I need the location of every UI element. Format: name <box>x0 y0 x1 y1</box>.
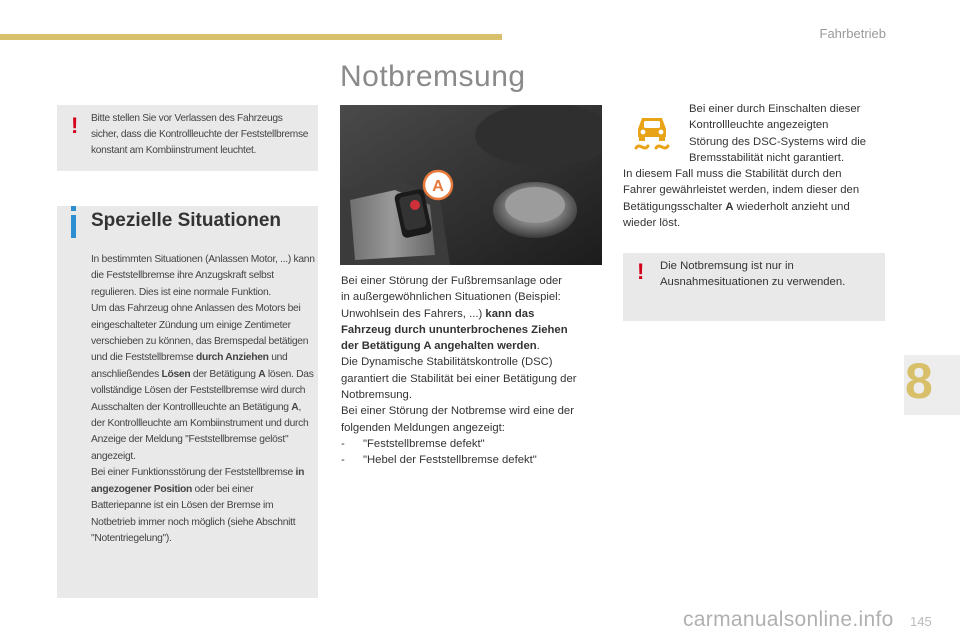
dash: - <box>341 437 345 450</box>
text: Um das Fahrzeug ohne Anlassen des Motors bei eingeschalteter Zündung um einige Zentimeter verschieben zu können, das Bremspedal betätigen und die Feststellbremse <box>91 303 309 364</box>
bold-text: durch Anziehen <box>195 352 269 364</box>
parking-brake-illustration <box>340 105 602 265</box>
text: Betätigungsschalter <box>623 200 726 213</box>
info-box-special-situations <box>57 206 318 598</box>
message-text: "Feststellbremse defekt" <box>363 437 485 450</box>
text-line: folgenden Meldungen angezeigt: <box>341 421 505 434</box>
page-number: 145 <box>910 614 932 629</box>
info-paragraph-1: In bestimmten Situationen (Anlassen Motor, ...) kann die Feststellbremse ihre Anzugskraft selbst regulieren. Dies ist eine normale Funktion. <box>91 254 315 298</box>
text: wiederholt anzieht und <box>733 200 850 213</box>
bold-text: Lösen <box>161 368 191 380</box>
bold-text: A <box>258 368 266 380</box>
text-line: Notbremsung. <box>341 389 412 402</box>
warning-text <box>660 258 880 291</box>
text-line: In diesem Fall muss die Stabilität durch den <box>623 168 842 181</box>
text: . <box>536 340 540 353</box>
message-item <box>341 436 606 452</box>
bold-text: der Betätigung A angehalten werden <box>341 340 537 353</box>
text-line: Bei einer Störung der Fußbremsanlage oder <box>341 275 563 287</box>
text: Unwohlsein des Fahrers, ...) <box>341 307 486 320</box>
message-item <box>341 452 606 468</box>
text: Bei einer Funktionsstörung der Feststellbremse <box>91 467 296 479</box>
text-line: Bremsstabilität nicht garantiert. <box>689 151 845 164</box>
warning-exclamation-icon: ! <box>71 113 79 138</box>
dash: - <box>341 454 345 467</box>
message-text: "Hebel der Feststellbremse defekt" <box>363 454 537 467</box>
bold-text-line: Fahrzeug durch ununterbrochenes Ziehen <box>341 323 568 336</box>
bold-text: A <box>725 200 734 213</box>
text-line: in außergewöhnlichen Situationen (Beispiel: <box>341 291 561 304</box>
chapter-title: Fahrbetrieb <box>819 26 886 41</box>
bold-text: in angezogener Position <box>91 467 305 495</box>
text-line <box>341 306 606 322</box>
text-line: Die Dynamische Stabilitätskontrolle (DSC) <box>341 356 553 369</box>
text-line: Störung des DSC-Systems wird die <box>689 135 867 148</box>
warning-line: konstant am Kombiinstrument leuchtet. <box>91 145 257 156</box>
callout-a-label: A <box>432 178 444 195</box>
text: , der Kontrollleuchte am Kombiinstrument und durch Anzeige der Meldung "Feststellbremse gelöst" angezeigt. <box>91 401 309 462</box>
text-line: Fahrer gewährleistet werden, indem dieser den <box>623 184 860 197</box>
info-body <box>91 252 316 547</box>
text: und anschließendes <box>91 352 288 380</box>
warning-text <box>91 111 313 159</box>
parking-brake-photo <box>340 105 602 265</box>
warning-line: sicher, dass die Kontrollleuchte der Feststellbremse <box>91 129 309 140</box>
text-line: Kontrollleuchte angezeigten <box>689 119 829 132</box>
info-icon <box>71 206 76 211</box>
text-line: wieder löst. <box>623 217 681 230</box>
text: oder bei einer Batteriepanne ist ein Lösen der Bremse im Notbetrieb immer noch möglich (siehe Abschnitt "Notentriegelung"). <box>91 483 296 544</box>
middle-column-text <box>341 273 606 469</box>
warning-box-emergency <box>623 253 885 321</box>
header-accent-bar <box>0 34 502 40</box>
bold-text: kann das <box>485 307 535 320</box>
bold-text: A <box>291 401 299 413</box>
text-line: garantiert die Stabilität bei einer Betätigung der <box>341 372 577 385</box>
warning-exclamation-icon: ! <box>637 259 645 284</box>
text-line: Bei einer durch Einschalten dieser <box>689 103 861 115</box>
right-column-text <box>623 101 893 231</box>
text: lösen. Das vollständige Lösen der Feststellbremse wird durch Ausschalten der Kontrollleuchte an Betätigung <box>91 368 314 413</box>
watermark: carmanualsonline.info <box>683 608 894 631</box>
info-paragraph-2 <box>91 303 314 462</box>
info-paragraph-3 <box>91 467 304 544</box>
warning-line: Ausnahmesituationen zu verwenden. <box>660 276 846 289</box>
page-title: Notbremsung <box>340 60 526 93</box>
warning-line: Bitte stellen Sie vor Verlassen des Fahrzeugs <box>91 113 283 124</box>
info-heading: Spezielle Situationen <box>91 210 282 231</box>
text: der Betätigung <box>190 368 259 380</box>
info-icon-bar <box>71 215 76 238</box>
warning-line: Die Notbremsung ist nur in <box>660 260 794 272</box>
text-line <box>341 338 606 354</box>
text-line: Bei einer Störung der Notbremse wird eine der <box>341 405 574 418</box>
text-line <box>623 199 893 215</box>
warning-box-parking <box>57 105 318 171</box>
chapter-number: 8 <box>905 353 933 409</box>
